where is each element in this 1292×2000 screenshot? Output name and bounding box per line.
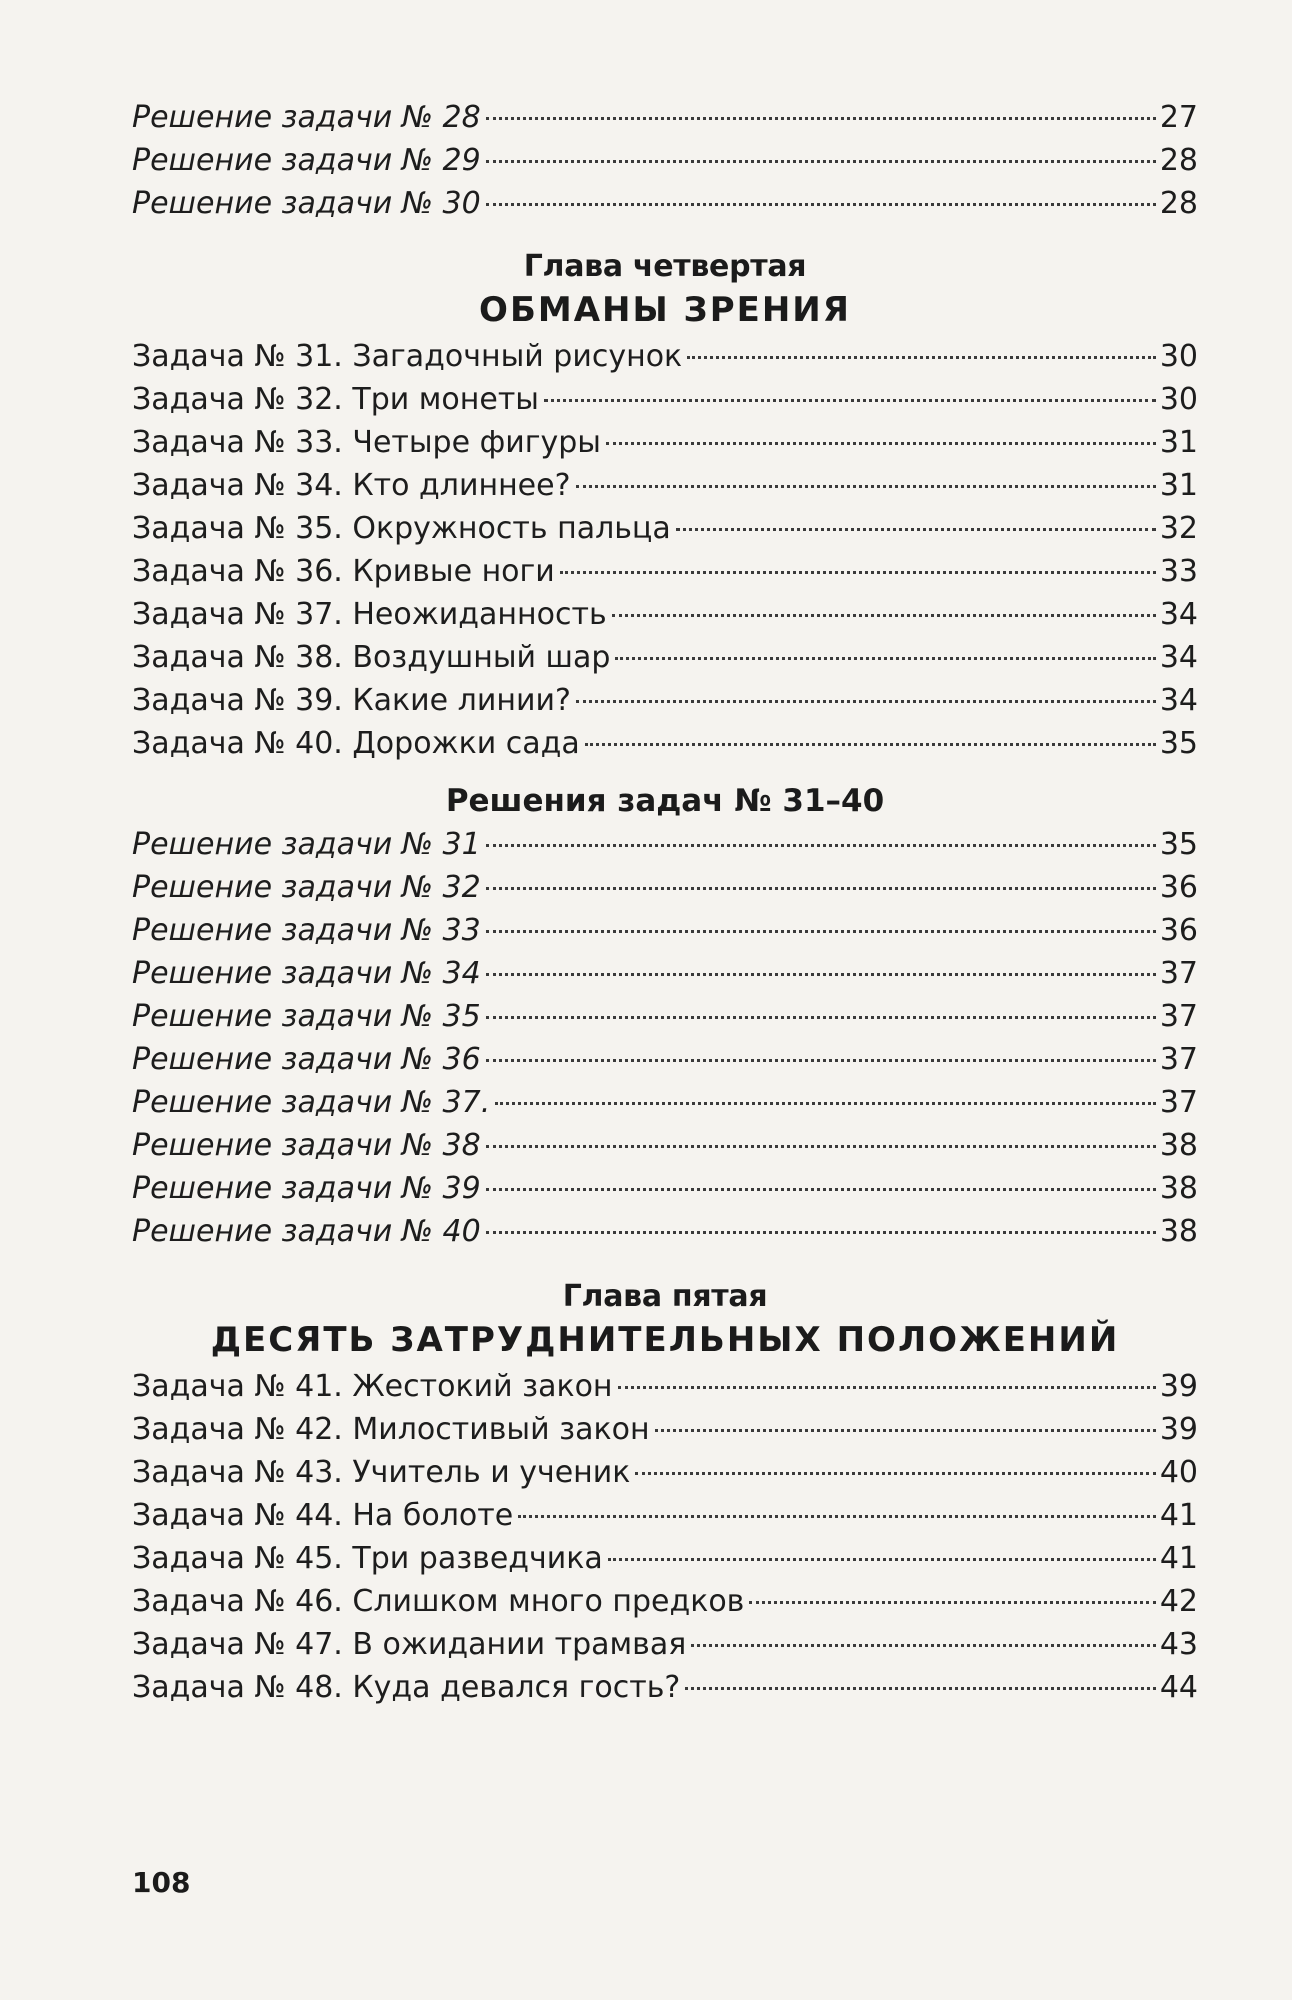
toc-entry[interactable] xyxy=(132,421,1198,464)
toc-entry[interactable] xyxy=(132,593,1198,636)
entry-page-number: 37 xyxy=(1159,999,1198,1034)
entry-page-number: 36 xyxy=(1159,870,1198,905)
entry-page-number: 39 xyxy=(1159,1369,1198,1404)
toc-entry[interactable] xyxy=(132,1038,1198,1081)
toc-entry[interactable] xyxy=(132,1124,1198,1167)
entry-page-number: 37 xyxy=(1159,1085,1198,1120)
dot-leader xyxy=(486,973,1156,976)
dot-leader xyxy=(544,399,1156,402)
dot-leader xyxy=(486,1231,1156,1234)
dot-leader xyxy=(585,743,1156,746)
toc-entry[interactable] xyxy=(132,823,1198,866)
dot-leader xyxy=(612,614,1156,617)
entry-title: Решение задачи № 35 xyxy=(132,999,481,1034)
toc-entry[interactable] xyxy=(132,378,1198,421)
entry-page-number: 31 xyxy=(1159,425,1198,460)
entry-page-number: 31 xyxy=(1159,468,1198,503)
entry-title: Решение задачи № 38 xyxy=(132,1128,481,1163)
toc-entry[interactable] xyxy=(132,139,1198,182)
toc-entry[interactable] xyxy=(132,995,1198,1038)
dot-leader xyxy=(518,1515,1156,1518)
dot-leader xyxy=(486,1188,1156,1191)
entry-title: Задача № 32. Три монеты xyxy=(132,382,539,417)
toc-entry[interactable] xyxy=(132,550,1198,593)
entry-title: Задача № 41. Жестокий закон xyxy=(132,1369,613,1404)
toc-entry[interactable] xyxy=(132,1666,1198,1709)
entry-page-number: 32 xyxy=(1159,511,1198,546)
entry-title: Задача № 48. Куда девался гость? xyxy=(132,1670,681,1705)
entry-page-number: 39 xyxy=(1159,1412,1198,1447)
entry-title: Задача № 36. Кривые ноги xyxy=(132,554,555,589)
toc-entry[interactable] xyxy=(132,1167,1198,1210)
entry-title: Задача № 37. Неожиданность xyxy=(132,597,607,632)
dot-leader xyxy=(608,1558,1156,1561)
toc-list-chapter-4-solutions xyxy=(132,823,1198,1253)
toc-entry[interactable] xyxy=(132,1210,1198,1253)
dot-leader xyxy=(486,887,1156,890)
entry-title: Задача № 40. Дорожки сада xyxy=(132,726,580,761)
toc-entry[interactable] xyxy=(132,182,1198,225)
toc-list-chapter-5-tasks xyxy=(132,1365,1198,1709)
dot-leader xyxy=(486,930,1156,933)
chapter-4-heading xyxy=(132,247,1198,333)
entry-title: Решение задачи № 34 xyxy=(132,956,481,991)
entry-title: Решение задачи № 31 xyxy=(132,827,481,862)
entry-page-number: 34 xyxy=(1159,640,1198,675)
solutions-heading xyxy=(132,779,1198,823)
dot-leader xyxy=(691,1644,1156,1647)
entry-title: Задача № 47. В ожидании трамвая xyxy=(132,1627,687,1662)
entry-title: Задача № 46. Слишком много предков xyxy=(132,1584,745,1619)
entry-title: Решение задачи № 39 xyxy=(132,1171,481,1206)
chapter-title: ДЕСЯТЬ ЗАТРУДНИТЕЛЬНЫХ ПОЛОЖЕНИЙ xyxy=(210,1320,1120,1360)
dot-leader xyxy=(635,1472,1155,1475)
entry-title: Задача № 33. Четыре фигуры xyxy=(132,425,601,460)
entry-title: Решение задачи № 32 xyxy=(132,870,481,905)
dot-leader xyxy=(486,117,1156,120)
entry-title: Решение задачи № 40 xyxy=(132,1214,481,1249)
entry-title: Задача № 31. Загадочный рисунок xyxy=(132,339,683,374)
entry-page-number: 30 xyxy=(1159,339,1198,374)
entry-title: Решение задачи № 37. xyxy=(132,1085,491,1120)
entry-page-number: 35 xyxy=(1159,827,1198,862)
entry-page-number: 38 xyxy=(1159,1128,1198,1163)
chapter-label: Глава четвертая xyxy=(523,249,807,284)
dot-leader xyxy=(576,700,1156,703)
entry-title: Решение задачи № 33 xyxy=(132,913,481,948)
entry-title: Задача № 38. Воздушный шар xyxy=(132,640,611,675)
toc-entry[interactable] xyxy=(132,507,1198,550)
dot-leader xyxy=(486,160,1156,163)
entry-title: Задача № 34. Кто длиннее? xyxy=(132,468,571,503)
toc-entry[interactable] xyxy=(132,1451,1198,1494)
toc-entry[interactable] xyxy=(132,679,1198,722)
dot-leader xyxy=(486,1145,1156,1148)
toc-entry[interactable] xyxy=(132,636,1198,679)
dot-leader xyxy=(615,657,1155,660)
toc-entry[interactable] xyxy=(132,1081,1198,1124)
entry-title: Задача № 35. Окружность пальца xyxy=(132,511,671,546)
entry-title: Задача № 42. Милостивый закон xyxy=(132,1412,650,1447)
toc-entry[interactable] xyxy=(132,722,1198,765)
entry-page-number: 44 xyxy=(1159,1670,1198,1705)
toc-entry[interactable] xyxy=(132,1537,1198,1580)
toc-entry[interactable] xyxy=(132,1580,1198,1623)
solutions-title: Решения задач № 31–40 xyxy=(445,783,885,819)
toc-list-top-solutions xyxy=(132,96,1198,225)
entry-page-number: 34 xyxy=(1159,597,1198,632)
entry-page-number: 43 xyxy=(1159,1627,1198,1662)
toc-entry[interactable] xyxy=(132,1365,1198,1408)
chapter-title: ОБМАНЫ ЗРЕНИЯ xyxy=(479,290,851,330)
entry-title: Решение задачи № 30 xyxy=(132,186,481,221)
entry-page-number: 41 xyxy=(1159,1498,1198,1533)
entry-page-number: 28 xyxy=(1159,143,1198,178)
dot-leader xyxy=(486,203,1156,206)
dot-leader xyxy=(486,1016,1156,1019)
entry-page-number: 38 xyxy=(1159,1171,1198,1206)
entry-title: Задача № 45. Три разведчика xyxy=(132,1541,603,1576)
toc-entry[interactable] xyxy=(132,1623,1198,1666)
dot-leader xyxy=(676,528,1156,531)
dot-leader xyxy=(486,1059,1156,1062)
toc-entry[interactable] xyxy=(132,866,1198,909)
entry-page-number: 35 xyxy=(1159,726,1198,761)
entry-title: Задача № 39. Какие линии? xyxy=(132,683,571,718)
toc-entry[interactable] xyxy=(132,952,1198,995)
chapter-5-heading xyxy=(132,1277,1198,1363)
dot-leader xyxy=(560,571,1156,574)
dot-leader xyxy=(687,356,1156,359)
toc-entry[interactable] xyxy=(132,335,1198,378)
toc-entry[interactable] xyxy=(132,96,1198,139)
dot-leader xyxy=(655,1429,1156,1432)
toc-entry[interactable] xyxy=(132,909,1198,952)
dot-leader xyxy=(576,485,1156,488)
entry-page-number: 27 xyxy=(1159,100,1198,135)
entry-title: Задача № 44. На болоте xyxy=(132,1498,514,1533)
dot-leader xyxy=(606,442,1156,445)
entry-title: Задача № 43. Учитель и ученик xyxy=(132,1455,631,1490)
entry-page-number: 40 xyxy=(1159,1455,1198,1490)
toc-entry[interactable] xyxy=(132,1408,1198,1451)
entry-page-number: 33 xyxy=(1159,554,1198,589)
entry-page-number: 42 xyxy=(1159,1584,1198,1619)
toc-list-chapter-4-tasks xyxy=(132,335,1198,765)
dot-leader xyxy=(495,1102,1156,1105)
entry-page-number: 41 xyxy=(1159,1541,1198,1576)
toc-entry[interactable] xyxy=(132,1494,1198,1537)
entry-title: Решение задачи № 28 xyxy=(132,100,481,135)
toc-entry[interactable] xyxy=(132,464,1198,507)
entry-title: Решение задачи № 29 xyxy=(132,143,481,178)
entry-page-number: 36 xyxy=(1159,913,1198,948)
entry-page-number: 30 xyxy=(1159,382,1198,417)
entry-page-number: 34 xyxy=(1159,683,1198,718)
entry-page-number: 38 xyxy=(1159,1214,1198,1249)
page-number-footer: 108 xyxy=(132,1866,191,1899)
entry-page-number: 28 xyxy=(1159,186,1198,221)
entry-title: Решение задачи № 36 xyxy=(132,1042,481,1077)
dot-leader xyxy=(618,1386,1156,1389)
dot-leader xyxy=(486,844,1156,847)
chapter-label: Глава пятая xyxy=(562,1279,768,1314)
dot-leader xyxy=(749,1601,1155,1604)
entry-page-number: 37 xyxy=(1159,1042,1198,1077)
dot-leader xyxy=(685,1687,1156,1690)
toc-page xyxy=(132,100,1198,1709)
entry-page-number: 37 xyxy=(1159,956,1198,991)
